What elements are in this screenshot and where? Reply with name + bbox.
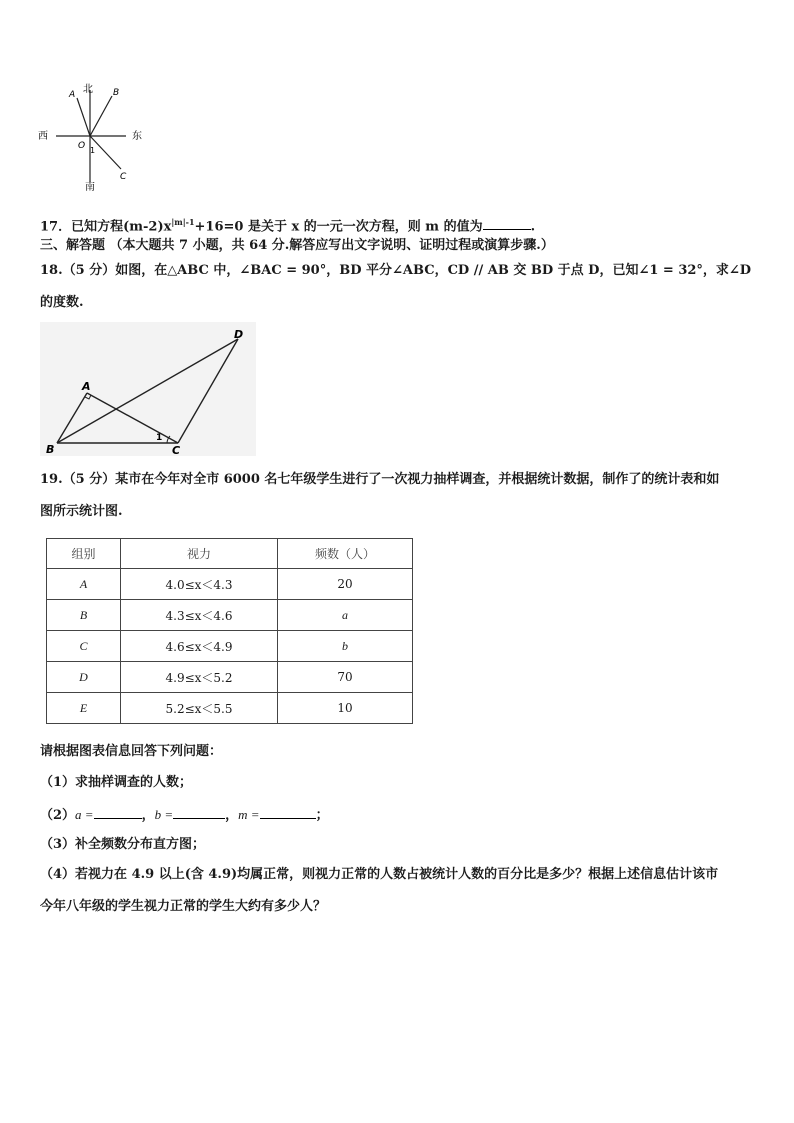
table-cell: 20	[278, 569, 413, 600]
instructions: 请根据图表信息回答下列问题：	[40, 744, 223, 759]
sub2-prefix: （2）	[40, 808, 76, 823]
compass-east-label: 东	[132, 131, 142, 142]
table-header: 视力	[121, 539, 278, 569]
table-header-row	[47, 539, 413, 569]
question-18-line1: 18.（5 分）如图，在△ABC 中，∠BAC = 90°，BD 平分∠ABC，CD // AB 交 BD 于点 D，已知∠1 = 32°，求∠D	[40, 263, 752, 278]
compass-figure	[34, 80, 150, 192]
table-header: 组别	[47, 539, 121, 569]
answer-blank-m[interactable]	[260, 806, 316, 819]
answer-blank-b[interactable]	[173, 806, 225, 819]
sub2-sep: ，	[141, 808, 155, 823]
table-cell: C	[47, 631, 121, 662]
table-cell: b	[278, 631, 413, 662]
table-cell: 5.2≤x＜5.5	[121, 693, 278, 724]
compass-point-a: A	[69, 90, 76, 100]
question-19-line2: 图所示统计图.	[40, 504, 123, 519]
section-heading: 三、解答题 （本大题共 7 小题，共 64 分.解答应写出文字说明、证明过程或演算步骤.）	[40, 238, 554, 253]
question-17	[40, 213, 535, 236]
table-cell: B	[47, 600, 121, 631]
triangle-point-b: B	[46, 443, 55, 456]
question-19-line1: 19.（5 分）某市在今年对全市 6000 名七年级学生进行了一次视力抽样调查，并根据统计数据，制作了的统计表和如	[40, 472, 720, 487]
table-header: 频数（人）	[278, 539, 413, 569]
sub-question-3: （3）补全频数分布直方图；	[40, 837, 206, 852]
triangle-angle-label: 1	[156, 433, 163, 443]
sub2-end: ；	[315, 808, 329, 823]
sub-question-4-line2: 今年八年级的学生视力正常的学生大约有多少人？	[40, 899, 327, 914]
table-cell: 10	[278, 693, 413, 724]
table-cell: 4.6≤x＜4.9	[121, 631, 278, 662]
q17-exponent: |m|-1	[171, 217, 195, 227]
compass-point-c: C	[120, 172, 127, 182]
sub-question-2	[40, 806, 329, 825]
q17-prefix: 17．已知方程(m-2)x	[40, 219, 172, 235]
table-row	[47, 693, 413, 724]
compass-west-label: 西	[38, 131, 48, 142]
table-row	[47, 662, 413, 693]
q17-suffix: .	[530, 219, 536, 235]
sub2-a-label: a =	[75, 807, 94, 822]
vision-frequency-table	[46, 538, 413, 724]
table-cell: 4.9≤x＜5.2	[121, 662, 278, 693]
triangle-point-c: C	[172, 444, 181, 456]
table-cell: A	[47, 569, 121, 600]
sub-question-1: （1）求抽样调查的人数；	[40, 775, 193, 790]
question-18-line2: 的度数.	[40, 295, 84, 310]
q17-middle: +16=0 是关于 x 的一元一次方程，则 m 的值为	[194, 219, 483, 235]
compass-point-b: B	[113, 88, 120, 98]
q17-answer-blank[interactable]	[483, 217, 531, 230]
sub2-m-label: m =	[238, 807, 260, 822]
compass-south-label: 南	[85, 182, 95, 192]
table-row	[47, 600, 413, 631]
table-cell: E	[47, 693, 121, 724]
sub2-sep: ，	[225, 808, 239, 823]
compass-angle-label: 1	[90, 146, 96, 155]
table-row	[47, 569, 413, 600]
compass-origin: O	[78, 141, 86, 151]
compass-north-label: 北	[83, 84, 93, 95]
table-cell: D	[47, 662, 121, 693]
table-cell: 4.3≤x＜4.6	[121, 600, 278, 631]
answer-blank-a[interactable]	[94, 806, 142, 819]
table-row	[47, 631, 413, 662]
sub2-b-label: b =	[154, 807, 174, 822]
triangle-point-a: A	[82, 380, 91, 393]
table-cell: a	[278, 600, 413, 631]
triangle-figure	[40, 322, 256, 456]
table-cell: 70	[278, 662, 413, 693]
triangle-point-d: D	[234, 328, 244, 341]
sub-question-4-line1: （4）若视力在 4.9 以上(含 4.9)均属正常，则视力正常的人数占被统计人数的百分比是多少？根据上述信息估计该市	[40, 867, 719, 882]
table-cell: 4.0≤x＜4.3	[121, 569, 278, 600]
